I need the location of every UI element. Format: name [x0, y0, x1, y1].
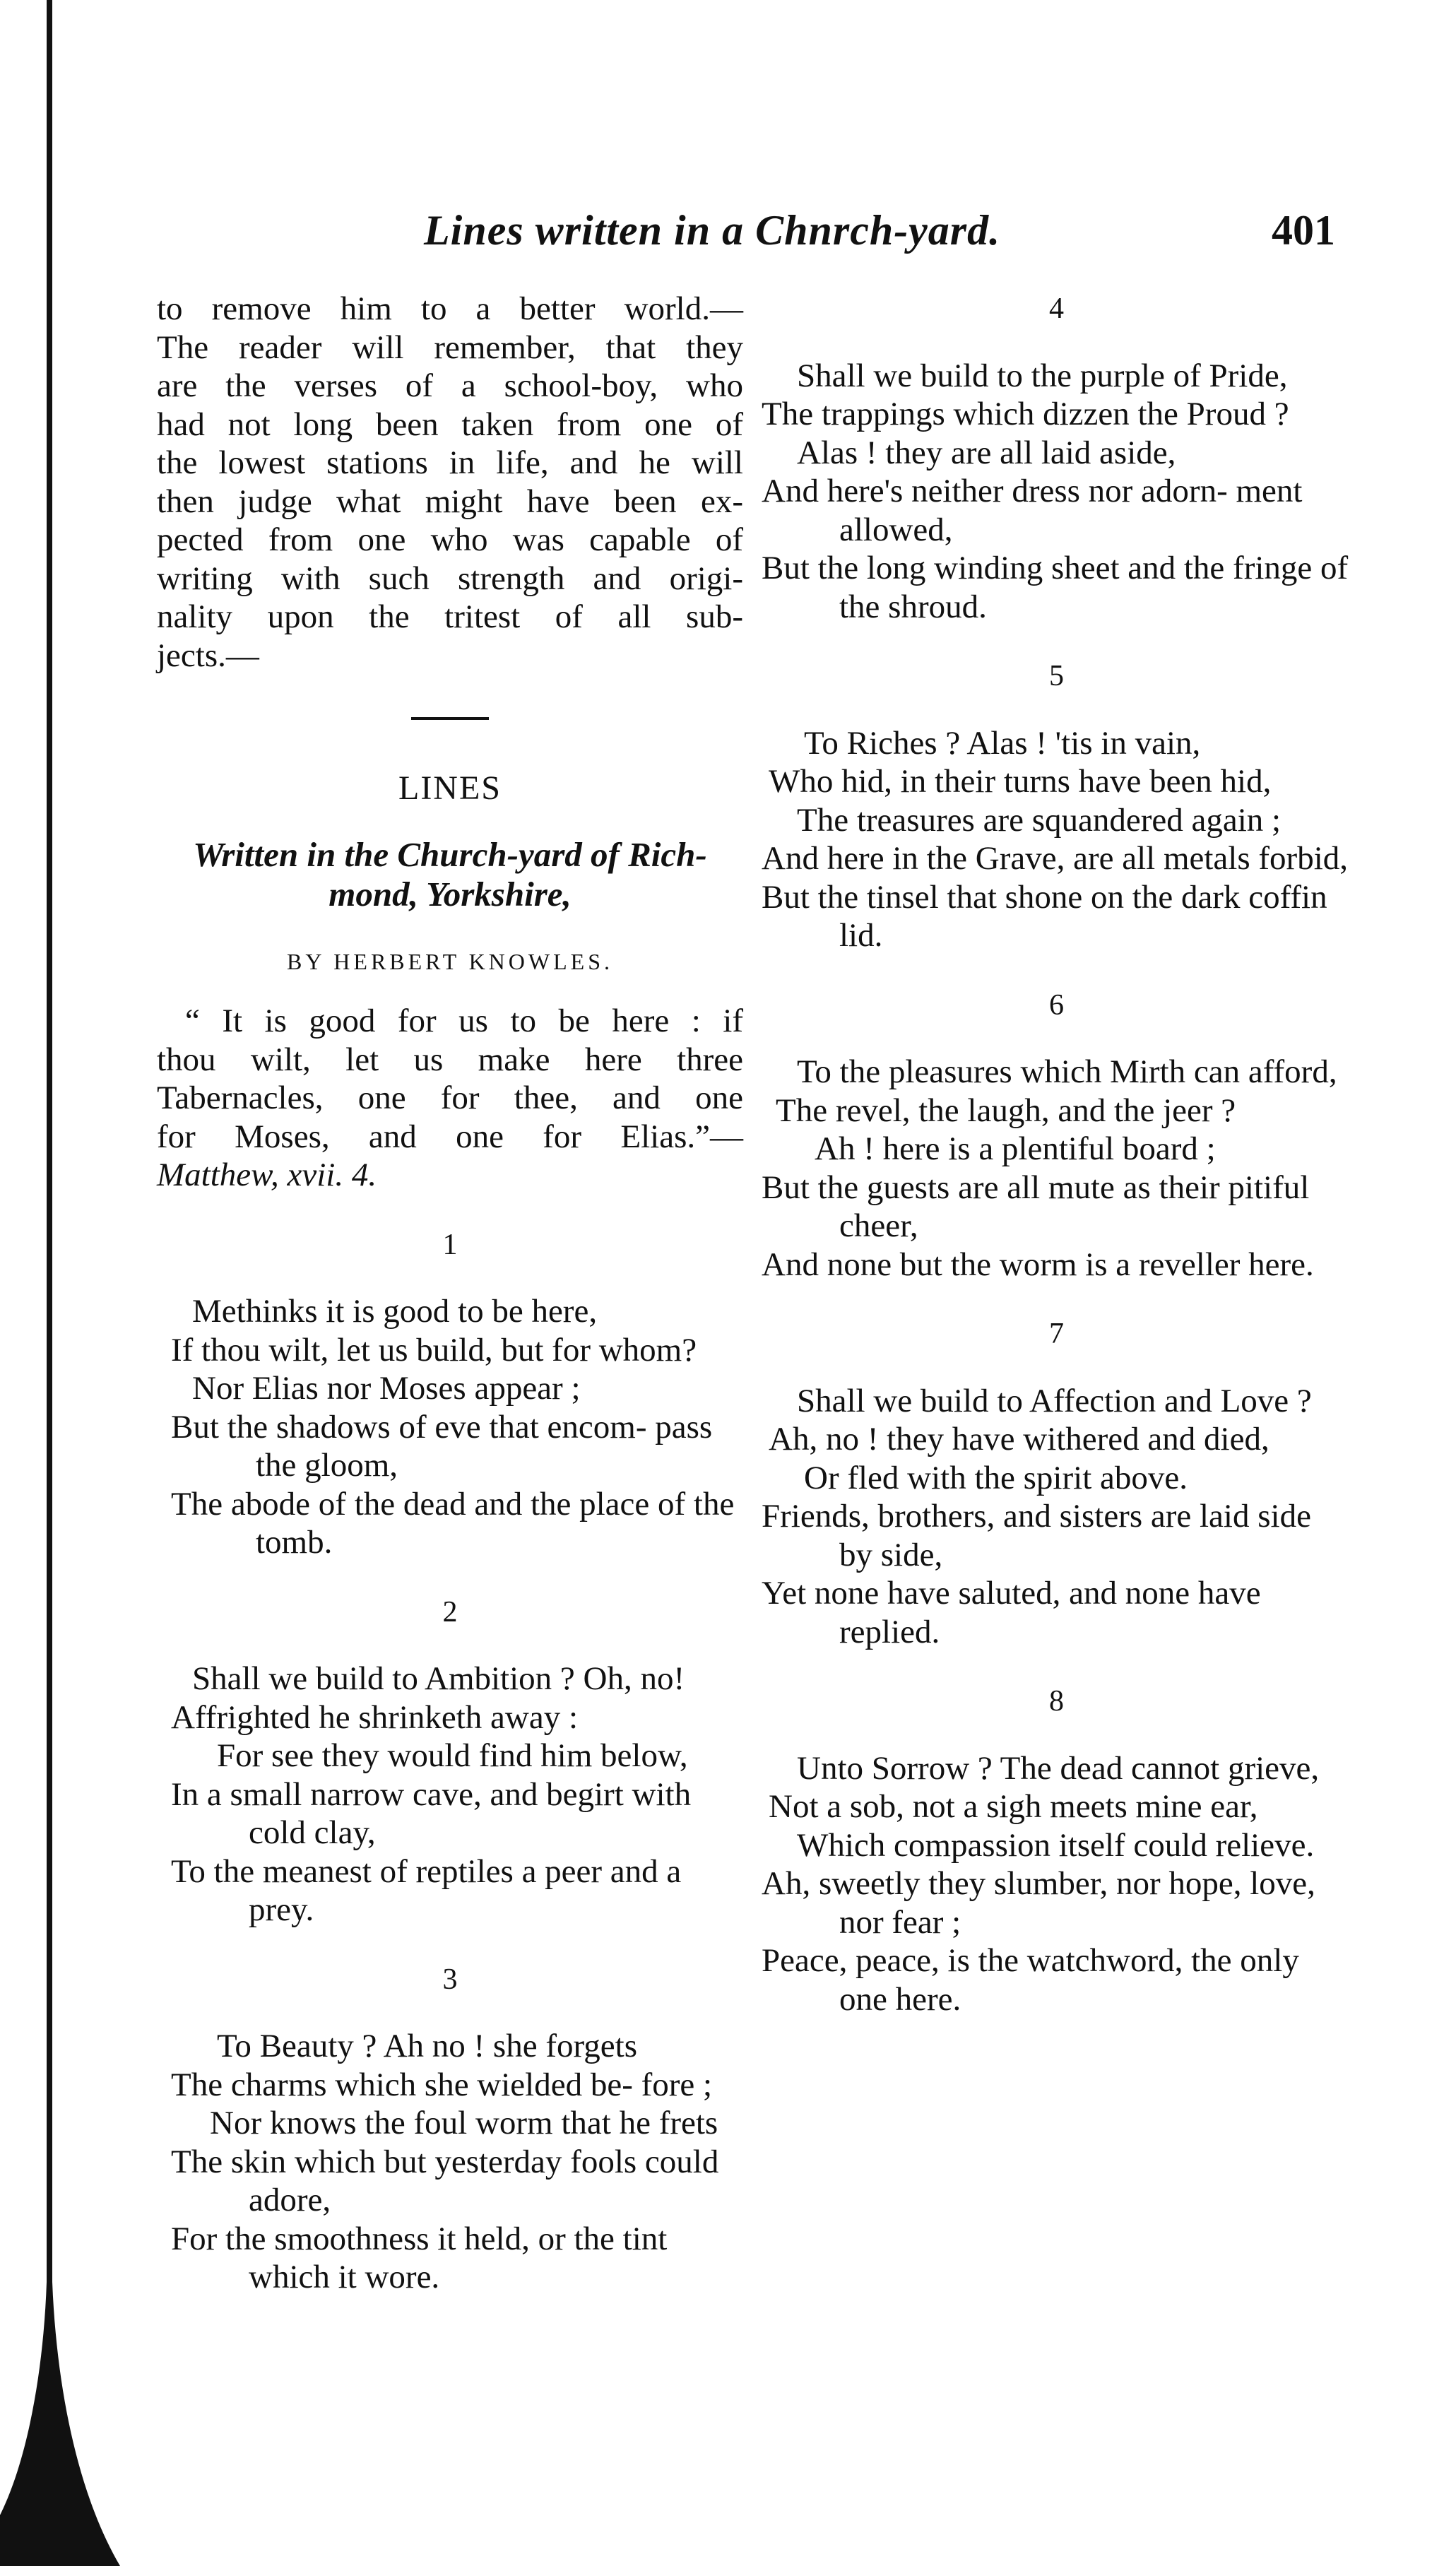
verse-line: To Riches ? Alas ! 'tis in vain,: [804, 724, 1201, 762]
verse-line: Affrighted he shrinketh away :: [171, 1698, 579, 1736]
text-line: jects.—: [157, 637, 259, 674]
verse-line: The trappings which dizzen the Proud ?: [762, 396, 1289, 432]
verse-line: For the smoothness it held, or the tint which it wore.: [171, 2220, 668, 2295]
verse-line: And here's neither dress nor adorn- ment allowed,: [762, 473, 1303, 548]
stanza: [157, 2027, 743, 2297]
stanza-number: 4: [1049, 292, 1064, 325]
epigraph: [157, 1002, 743, 1195]
text-line: pected from one who was capable of: [157, 521, 743, 558]
right-column: [762, 290, 1351, 2018]
poem-title: LINES: [398, 769, 502, 807]
verse-line: But the guests are all mute as their pitiful cheer,: [762, 1169, 1310, 1244]
stanza-number: 1: [442, 1228, 458, 1261]
verse-line: Shall we build to Ambition ? Oh, no!: [192, 1660, 685, 1697]
verse-line: Alas ! they are all laid aside,: [797, 434, 1176, 471]
verse-line: Unto Sorrow ? The dead cannot grieve,: [797, 1749, 1320, 1787]
stanza: [762, 1382, 1351, 1652]
epigraph-line: Tabernacles, one for thee, and one: [157, 1080, 743, 1116]
page-header: [424, 206, 1335, 270]
stanza-number: 2: [442, 1595, 458, 1628]
verse-line: But the tinsel that shone on the dark coffin lid.: [762, 878, 1327, 954]
verse-line: And here in the Grave, are all metals forbid,: [762, 840, 1349, 877]
text-line: the lowest stations in life, and he will: [157, 444, 743, 481]
verse-line: The treasures are squandered again ;: [797, 801, 1282, 839]
stanza: [762, 357, 1351, 627]
verse-line: Not a sob, not a sigh meets mine ear,: [769, 1788, 1258, 1825]
stanza-number: 7: [1049, 1318, 1064, 1350]
binding-edge: [47, 0, 52, 2566]
verse-line: To Beauty ? Ah no ! she forgets: [217, 2028, 637, 2064]
stanza: [157, 1292, 743, 1562]
text-line: to remove him to a better world.—: [157, 290, 743, 327]
verse-line: Yet none have saluted, and none have replied.: [762, 1575, 1261, 1650]
stanza: [762, 1053, 1351, 1284]
text-line: writing with such strength and origi-: [157, 560, 743, 597]
stanza-number: 6: [1049, 988, 1064, 1022]
verse-line: Who hid, in their turns have been hid,: [769, 763, 1272, 800]
binding-shadow: [0, 2282, 120, 2566]
text-line: then judge what might have been ex-: [157, 483, 743, 520]
verse-line: The revel, the laugh, and the jeer ?: [776, 1092, 1236, 1129]
author-byline: BY HERBERT KNOWLES.: [287, 948, 613, 974]
verse-line: Peace, peace, is the watchword, the only one here.: [762, 1942, 1299, 2018]
epigraph-citation: Matthew, xvii. 4.: [157, 1157, 377, 1193]
verse-line: To the meanest of reptiles a peer and a prey.: [171, 1852, 682, 1928]
epigraph-line: for Moses, and one for Elias.”—: [157, 1118, 743, 1155]
verse-line: Ah, sweetly they slumber, nor hope, love, nor fear ;: [762, 1865, 1315, 1941]
running-title: Lines written in a Chnrch-yard.: [424, 207, 1001, 254]
text-line: The reader will remember, that they: [157, 329, 743, 366]
verse-line: Shall we build to Affection and Love ?: [797, 1382, 1312, 1419]
verse-line: In a small narrow cave, and begirt with cold clay,: [171, 1775, 692, 1851]
verse-line: Methinks it is good to be here,: [192, 1293, 598, 1330]
stanza-number: 3: [442, 1963, 458, 1996]
stanza-number: 8: [1049, 1685, 1064, 1717]
section-rule: [411, 717, 489, 720]
text-line: nality upon the tritest of all sub-: [157, 598, 743, 635]
verse-line: Nor knows the foul worm that he frets: [210, 2105, 718, 2141]
subtitle-line: Written in the Church-yard of Rich-: [193, 834, 707, 874]
stanza: [157, 1660, 743, 1929]
intro-paragraph: [157, 290, 743, 675]
stanza: [762, 1749, 1351, 2019]
text-line: had not long been taken from one of: [157, 406, 743, 443]
verse-line: Which compassion itself could relieve.: [797, 1826, 1315, 1864]
stanza: [762, 724, 1351, 955]
epigraph-line: “ It is good for us to be here : if: [185, 1003, 743, 1039]
subtitle-line: mond, Yorkshire,: [329, 874, 572, 914]
verse-line: If thou wilt, let us build, but for whom?: [171, 1331, 697, 1368]
verse-line: Or fled with the spirit above.: [804, 1459, 1188, 1496]
verse-line: The skin which but yesterday fools could adore,: [171, 2143, 719, 2218]
stanza-number: 5: [1049, 660, 1064, 692]
verse-line: Ah, no ! they have withered and died,: [769, 1421, 1269, 1458]
verse-line: The abode of the dead and the place of the tomb.: [171, 1485, 735, 1561]
verse-line: To the pleasures which Mirth can afford,: [797, 1053, 1337, 1090]
verse-line: For see they would find him below,: [217, 1737, 688, 1774]
epigraph-line: thou wilt, let us make here three: [157, 1041, 743, 1078]
verse-line: Ah ! here is a plentiful board ;: [815, 1130, 1216, 1167]
verse-line: The charms which she wielded be- fore ;: [171, 2066, 713, 2103]
verse-line: But the long winding sheet and the fringe of the shroud.: [762, 550, 1349, 625]
verse-line: And none but the worm is a reveller here.: [762, 1246, 1314, 1283]
verse-line: Shall we build to the purple of Pride,: [797, 357, 1288, 394]
left-column: [157, 290, 743, 2297]
text-line: are the verses of a school-boy, who: [157, 367, 743, 404]
page-number: 401: [1272, 207, 1335, 254]
verse-line: But the shadows of eve that encom- pass the gloom,: [171, 1408, 713, 1484]
verse-line: Nor Elias nor Moses appear ;: [192, 1370, 581, 1407]
verse-line: Friends, brothers, and sisters are laid side by side,: [762, 1498, 1311, 1573]
poem-subtitle: [157, 835, 743, 914]
